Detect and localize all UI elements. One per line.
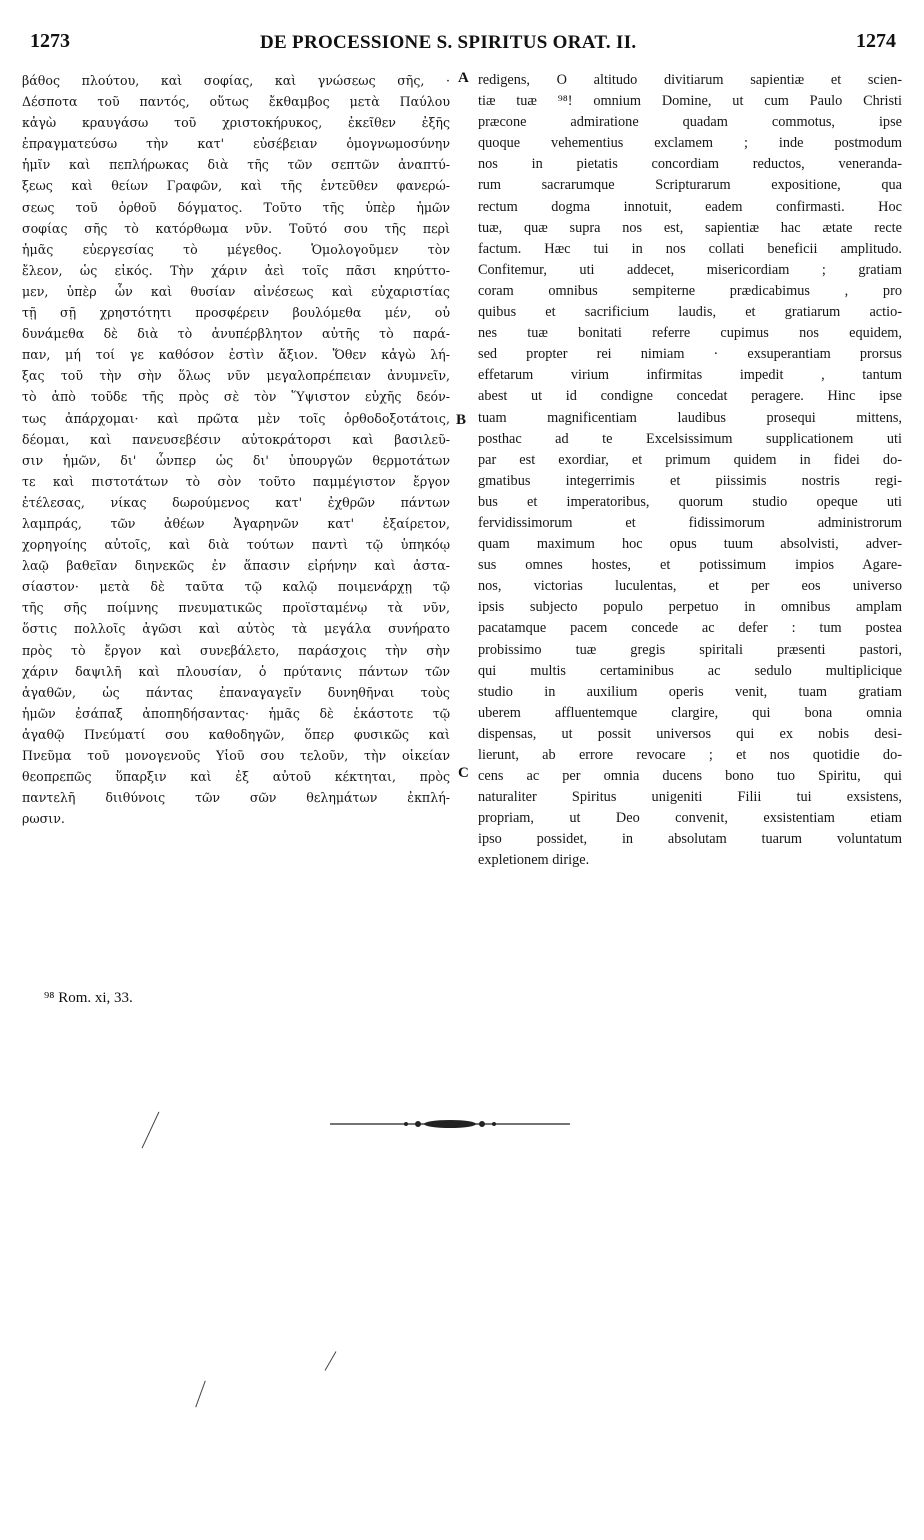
latin-text-line: sed propter rei nimiam · exsuperantiam prorsus: [478, 346, 902, 363]
latin-text-line: lierunt, ab errore revocare ; et nos quotidie do-: [478, 747, 902, 763]
latin-text-column: [478, 70, 902, 872]
latin-text-line: ipso possidet, in absolutam tuarum voluntatum: [478, 831, 902, 848]
latin-text-line: abest ut id condigne concedat peragere. Hinc ipse: [478, 388, 902, 405]
latin-text-line: quoque vehementius exclamem ; inde postmodum: [478, 135, 902, 152]
ornament-center: [424, 1120, 476, 1128]
greek-text-line: σοφίας σῆς τὸ κατόρθωμα νῦν. Τοῦτό σου τῆς περὶ: [22, 220, 450, 236]
greek-text-line: τε καὶ πιστοτάτων τὸ σὸν τοῦτο παμμέγιστον ἔργον: [22, 473, 450, 489]
latin-text-line: nes tuæ bonitati referre cupimus nos equidem,: [478, 325, 902, 342]
latin-text-line: cens ac per omnia ducens bono tuo Spiritu, qui: [478, 768, 902, 785]
latin-text-line: propriam, ut Deo convenit, exsistentiam etiam: [478, 810, 902, 827]
greek-text-line: Πνεῦμα τοῦ μονογενοῦς Υἱοῦ σου τελοῦν, τὴν οἰκείαν: [22, 748, 450, 763]
latin-text-line: coram omnibus sempiterne prædicabimus , pro: [478, 282, 902, 299]
greek-text-line: χάριν δαψιλῆ καὶ πλουσίαν, ὁ πρύτανις πάντων τῶν: [22, 663, 450, 679]
greek-text-line: ρωσιν.: [22, 811, 65, 827]
greek-text-line: ὅστις πολλοῖς ἀγῶσι καὶ αὐτὸς τὰ μεγάλα συνήρατο: [22, 621, 450, 637]
greek-text-column: [22, 70, 450, 829]
latin-text-line: pacatamque pacem concede ac defer : tum postea: [478, 620, 902, 637]
greek-text-line: θεοπρεπῶς ὕπαρξιν καὶ ἐξ αὐτοῦ κέκτηται, πρὸς: [22, 769, 450, 785]
latin-text-line: quam maximum hoc opus tuum absolvisti, adver-: [478, 536, 902, 553]
greek-text-line: ἡμῖν καὶ πεπλήρωκας διὰ τῆς τῶν σεπτῶν ἀναπτύ-: [22, 157, 450, 173]
latin-text-line: par est exordiar, et primum quidem in fidei do-: [478, 451, 902, 468]
end-ornament: [330, 1116, 570, 1132]
latin-text-line: uberem affluentemque clargire, qui bona omnia: [478, 704, 902, 721]
latin-text-line: gmatibus integerrimis et piissimis nostris regi-: [478, 472, 902, 489]
latin-text-line: nos, victorias luculentas, et per eos universo: [478, 578, 902, 595]
scan-mark: [195, 1381, 206, 1408]
greek-text-line: ἐτέλεσας, νίκας δωρούμενος κατ' ἐχθρῶν πάντων: [22, 494, 450, 510]
latin-text-line: fervidissimorum et fidissimorum administrorum: [478, 514, 902, 531]
greek-text-line: σιν ἡμῶν, δι' ὧνπερ ὡς δι' ὑπουργῶν θερμοτάτων: [22, 452, 450, 468]
latin-text-line: tiæ tuæ ⁹⁸! omnium Domine, ut cum Paulo Christi: [478, 93, 902, 110]
greek-text-line: ξας τοῦ τὴν σὴν ὅλως νῦν μεγαλοπρέπειαν ἀνυμνεῖν,: [22, 368, 450, 384]
greek-text-line: Δέσποτα τοῦ παντός, οὕτως ἔκθαμβος μετὰ Παύλου: [22, 94, 450, 110]
greek-text-line: τῆς σῆς ποίμνης πνευματικῶς προϊσταμένῳ τὰ νῦν,: [22, 600, 450, 616]
latin-text-line: Confitemur, uti addecet, misericordiam ; gratiam: [478, 261, 902, 278]
latin-text-line: nos in pietatis concordiam reductos, veneranda-: [478, 156, 902, 173]
page-number-left: 1273: [30, 30, 70, 52]
latin-text-line: studio in auxilium operis venit, tuam gratiam: [478, 683, 902, 700]
latin-text-line: tuam magnificentiam laudibus prosequi mittens,: [478, 409, 902, 426]
greek-text-line: τως ἀπάρχομαι· καὶ πρῶτα μὲν τοῖς ὀρθοδοξοτάτοις,: [22, 410, 450, 426]
margin-letter-a: A: [458, 70, 469, 86]
latin-text-line: naturaliter Spiritus unigeniti Filii tui exsistens,: [478, 789, 902, 806]
margin-letter-c: C: [458, 765, 469, 781]
scan-mark: [325, 1351, 337, 1371]
scan-mark: [142, 1112, 160, 1149]
latin-text-line: effetarum virium infirmitas impedit , tantum: [478, 367, 902, 384]
latin-text-line: sus omnes hostes, et potissimum impios Agare-: [478, 557, 902, 574]
footnote: ⁹⁸ Rom. xi, 33.: [44, 990, 133, 1006]
greek-text-line: τὸ ἀπὸ τοῦδε τῆς πρὸς σὲ τὸν Ὕψιστον εὐχῆς δεόν-: [22, 389, 450, 405]
greek-text-line: ἡμᾶς εὐεργεσίας τὸ μέγεθος. Ὁμολογοῦμεν τὸν: [22, 241, 450, 257]
greek-text-line: κἀγὼ κραυγάσω τοῦ χριστοκήρυκος, ἐκεῖθεν ἐξῆς: [22, 115, 450, 131]
greek-text-line: ἀγαθῶν, ὡς πάντας ἐπαναγαγεῖν δυνηθῆναι τοὺς: [22, 684, 450, 700]
greek-text-line: λαμπράς, τῶν ἀθέων Ἀγαρηνῶν κατ' ἐξαίρετον,: [22, 515, 450, 531]
page-header: [30, 30, 896, 60]
margin-letter-b: B: [456, 412, 467, 428]
latin-text-line: præcone admiratione quadam commotus, ipse: [478, 114, 902, 131]
latin-text-line: redigens, O altitudo divitiarum sapientiæ et scien-: [478, 72, 902, 88]
greek-text-line: σίαστον· μετὰ δὲ ταῦτα τῷ καλῷ ποιμενάρχῃ τῷ: [22, 579, 450, 595]
greek-text-line: παν, μή τοί γε καθόσον ἐστὶν ἄξιον. Ὅθεν κἀγὼ λή-: [22, 347, 450, 363]
greek-text-line: μεν, ὑπὲρ ὧν καὶ θυσίαν αἰνέσεως καὶ εὐχαριστίας: [22, 283, 450, 299]
latin-text-line: expletionem dirige.: [478, 852, 590, 869]
ornament-dot-right-small: [492, 1122, 496, 1126]
greek-text-line: δέομαι, καὶ πανευσεβέσιν αὐτοκράτορσι καὶ βασιλεῦ-: [22, 431, 450, 447]
greek-text-line: ἀγαθῷ Πνεύματί σου καθοδηγῶν, ὅπερ φυσικῶς καὶ: [22, 726, 450, 742]
greek-text-line: ἐπραγματεύσω τὴν κατ' εὐσέβειαν ὁμογνωμοσύνην: [22, 136, 450, 152]
latin-text-line: bus et imperatoribus, quorum studio opeque uti: [478, 493, 902, 510]
greek-text-line: σεως τοῦ ὀρθοῦ δόγματος. Τοῦτο τῆς ὑπὲρ ἡμῶν: [22, 199, 450, 215]
running-title: DE PROCESSIONE S. SPIRITUS ORAT. II.: [260, 32, 637, 53]
latin-text-line: rum sacrarumque Scripturarum expositione, qua: [478, 177, 902, 194]
greek-text-line: λαῷ βαθεῖαν διηνεκῶς ἐν ἅπασιν εἰρήνην καὶ ἀστα-: [22, 558, 450, 574]
latin-text-line: ipsis subjecto populo perpetuo in omnibus amplam: [478, 599, 902, 616]
latin-text-line: factum. Hæc tui in nos collati beneficii amplitudo.: [478, 240, 902, 257]
latin-text-line: qui multis certaminibus ac sedulo multiplicique: [478, 662, 902, 679]
greek-text-line: ἡμῶν ἐσάπαξ ἀποπηδήσαντας· ἡμᾶς δὲ ἑκάστοτε τῷ: [22, 705, 450, 721]
latin-text-line: quibus et sacrificium laudis, et gratiarum actio-: [478, 304, 902, 321]
greek-text-line: ξεως καὶ θείων Γραφῶν, καὶ τῆς ἐντεῦθεν φανερώ-: [22, 178, 450, 194]
page-number-right: 1274: [856, 30, 896, 52]
greek-text-line: ἔλεον, ὡς εἰκός. Τὴν χάριν ἀεὶ τοῖς πᾶσι κηρύττο-: [22, 262, 450, 278]
latin-text-line: tuæ, quæ supra nos est, sapientiæ hac ætate recte: [478, 219, 902, 236]
greek-text-line: τῇ σῇ χρηστότητι προσφέρειν βουλόμεθα μέν, οὐ: [22, 305, 450, 321]
ornament-dot-right: [479, 1121, 485, 1127]
latin-text-line: posthac ad te Excelsissimum supplicationem uti: [478, 430, 902, 447]
greek-text-line: χορηγοίης αὐτοῖς, καὶ διὰ τούτων παντὶ τῷ ὑπηκόῳ: [22, 537, 450, 553]
greek-text-line: παντελῆ διιθύνοις τῶν σῶν θελημάτων ἐκπλή-: [22, 790, 450, 806]
ornament-dot-left-small: [404, 1122, 408, 1126]
latin-text-line: dispensas, ut possit universos qui ex nobis desi-: [478, 725, 902, 742]
greek-text-line: πρὸς τὸ ἔργον καὶ συνεβάλετο, παράσχοις τὴν σὴν: [22, 642, 450, 658]
latin-text-line: probissimo tuæ gregis spiritali præsenti pastori,: [478, 641, 902, 658]
latin-text-line: rectum dogma innotuit, eadem confirmasti. Hoc: [478, 198, 902, 215]
ornament-dot-left: [415, 1121, 421, 1127]
greek-text-line: βάθος πλούτου, καὶ σοφίας, καὶ γνώσεως σῆς, ·: [22, 73, 450, 88]
greek-text-line: δυνάμεθα δὲ διὰ τὸ ἀνυπέρβλητον αὐτῆς τὸ παρά-: [22, 326, 450, 342]
